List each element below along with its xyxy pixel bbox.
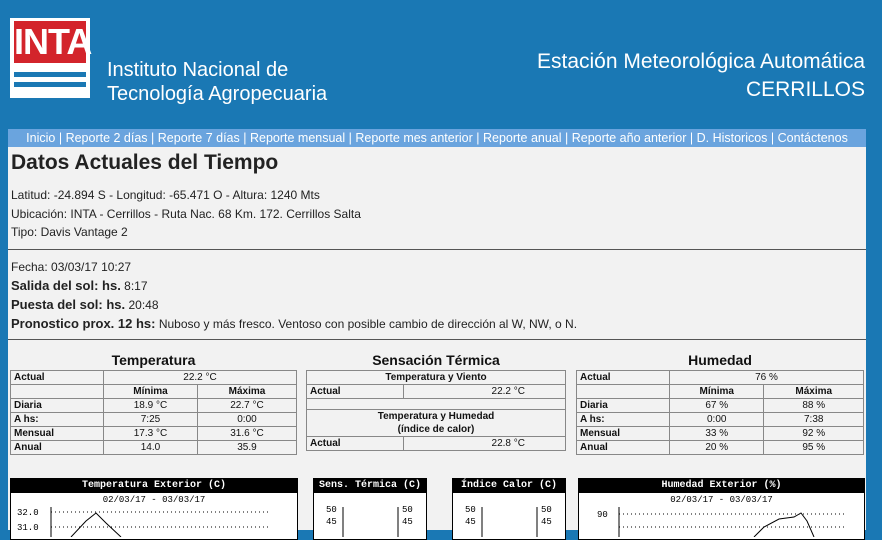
puesta-value: 20:48: [128, 298, 159, 312]
location-info: Latitud: -24.894 S - Longitud: -65.471 O - Altura: 1240 Mts: [11, 188, 320, 202]
tipo-info: Tipo: Davis Vantage 2: [11, 225, 128, 239]
cell-value: 35.9: [197, 441, 296, 455]
temperatura-table: [10, 370, 297, 455]
nav-bar: Inicio | Reporte 2 días | Reporte 7 días | Reporte mensual | Reporte mes anterior | Reporte anual | Reporte año anterior | D. Historicos | Contáctenos: [8, 129, 866, 147]
row-label: Diaria: [577, 399, 670, 413]
graph-title: Temperatura Exterior (C): [11, 479, 297, 493]
indice-calor-gauge[interactable]: [452, 478, 566, 540]
tick-label: 45: [402, 517, 413, 527]
cell-value: 31.6 °C: [197, 427, 296, 441]
row-label: Mensual: [577, 427, 670, 441]
th-label: Temperatura y Humedad (índice de calor): [307, 410, 566, 437]
cell-value: 33 %: [670, 427, 764, 441]
ubicacion-info: Ubicación: INTA - Cerrillos - Ruta Nac. 68 Km. 172. Cerrillos Salta: [11, 207, 361, 221]
cell-value: 18.9 °C: [104, 399, 198, 413]
nav-contactenos[interactable]: Contáctenos: [777, 131, 848, 145]
cell-value: 92 %: [764, 427, 864, 441]
tick-label: 50: [541, 505, 552, 515]
tick-label: 45: [541, 517, 552, 527]
puesta-label: Puesta del sol: hs.: [11, 297, 126, 312]
logo-stripe: [14, 82, 86, 87]
row-label: Diaria: [11, 399, 104, 413]
nav-reporte-mensual[interactable]: Reporte mensual: [249, 131, 346, 145]
tick-label: 45: [326, 517, 337, 527]
nav-reporte-ano-anterior[interactable]: Reporte año anterior: [571, 131, 687, 145]
tv-actual: 22.2 °C: [404, 385, 566, 399]
divider: [8, 339, 866, 340]
temp-actual: 22.2 °C: [104, 371, 297, 385]
gauge-plot: [314, 493, 426, 537]
graph-plot: [579, 507, 864, 537]
sens-termica-gauge[interactable]: [313, 478, 427, 540]
row-label: Actual: [11, 371, 104, 385]
pronostico-value: Nuboso y más fresco. Ventoso con posible cambio de dirección al W, NW, o N.: [158, 317, 578, 331]
cell-value: 7:25: [104, 413, 198, 427]
salida-value: 8:17: [124, 279, 148, 293]
humidity-series-line: [754, 513, 814, 537]
tick-label: 50: [326, 505, 337, 515]
row-label: Mensual: [11, 427, 104, 441]
graph-plot: [11, 507, 297, 537]
gauge-plot: [453, 493, 565, 537]
nav-d-historicos[interactable]: D. Historicos: [696, 131, 768, 145]
tick-label: 50: [402, 505, 413, 515]
org-name: [107, 58, 327, 106]
temperatura-title: Temperatura: [111, 352, 196, 368]
row-label: Actual: [307, 437, 404, 451]
cell-value: 17.3 °C: [104, 427, 198, 441]
hum-actual: 76 %: [670, 371, 864, 385]
tv-label: Temperatura y Viento: [307, 371, 566, 385]
humedad-exterior-graph[interactable]: [578, 478, 865, 540]
row-label: Anual: [577, 441, 670, 455]
graph-title: Humedad Exterior (%): [579, 479, 864, 493]
nav-inicio[interactable]: Inicio: [26, 131, 56, 145]
org-line2: Tecnología Agropecuaria: [107, 83, 328, 105]
row-label: Actual: [577, 371, 670, 385]
salida-sol: [11, 278, 148, 293]
cell-value: 0:00: [670, 413, 764, 427]
nav-reporte-anual[interactable]: Reporte anual: [483, 131, 562, 145]
tick-label: 45: [465, 517, 476, 527]
y-tick-label: 31.0: [17, 523, 39, 533]
humedad-title: Humedad: [688, 352, 752, 368]
pronostico: [11, 316, 577, 331]
cell-value: 88 %: [764, 399, 864, 413]
y-tick-label: 32.0: [17, 508, 39, 518]
logo-text: INTA: [14, 21, 92, 62]
temp-series-line: [71, 513, 121, 537]
sensacion-title: Sensación Térmica: [372, 352, 500, 368]
puesta-sol: [11, 297, 159, 312]
th-actual: 22.8 °C: [404, 437, 566, 451]
y-tick-label: 90: [597, 510, 608, 520]
fecha-info: Fecha: 03/03/17 10:27: [11, 260, 132, 274]
main-content: [8, 147, 866, 533]
org-line1: Instituto Nacional de: [107, 59, 289, 81]
temperatura-exterior-graph[interactable]: [10, 478, 298, 540]
graph-date-range: 02/03/17 - 03/03/17: [670, 495, 773, 505]
cell-value: 7:38: [764, 413, 864, 427]
col-maxima: Máxima: [764, 385, 864, 399]
cell-value: 22.7 °C: [197, 399, 296, 413]
station-line1: Estación Meteorológica Automática: [536, 50, 865, 73]
humedad-table: [576, 370, 864, 455]
nav-reporte-2-dias[interactable]: Reporte 2 días: [65, 131, 148, 145]
sensacion-table: [306, 370, 566, 451]
nav-reporte-mes-anterior[interactable]: Reporte mes anterior: [355, 131, 473, 145]
row-label: Anual: [11, 441, 104, 455]
site-header: [0, 0, 882, 128]
row-label: A hs:: [11, 413, 104, 427]
col-maxima: Máxima: [197, 385, 296, 399]
station-line2: CERRILLOS: [745, 78, 865, 101]
logo-stripe: [14, 72, 86, 77]
salida-label: Salida del sol: hs.: [11, 278, 121, 293]
divider: [8, 249, 866, 250]
cell-value: 14.0: [104, 441, 198, 455]
cell-value: 20 %: [670, 441, 764, 455]
graph-date-range: 02/03/17 - 03/03/17: [102, 495, 206, 505]
cell-value: 67 %: [670, 399, 764, 413]
graph-title: Índice Calor (C): [453, 479, 565, 493]
cell-value: 95 %: [764, 441, 864, 455]
row-label: A hs:: [577, 413, 670, 427]
col-minima: Mínima: [670, 385, 764, 399]
tick-label: 50: [465, 505, 476, 515]
row-label: Actual: [307, 385, 404, 399]
page-title: Datos Actuales del Tiempo: [11, 151, 279, 174]
col-minima: Mínima: [104, 385, 198, 399]
station-name: [537, 48, 865, 104]
inta-logo[interactable]: [10, 18, 90, 98]
pronostico-label: Pronostico prox. 12 hs:: [11, 316, 156, 331]
cell-value: 0:00: [197, 413, 296, 427]
graph-title: Sens. Térmica (C): [314, 479, 426, 493]
nav-reporte-7-dias[interactable]: Reporte 7 días: [157, 131, 240, 145]
